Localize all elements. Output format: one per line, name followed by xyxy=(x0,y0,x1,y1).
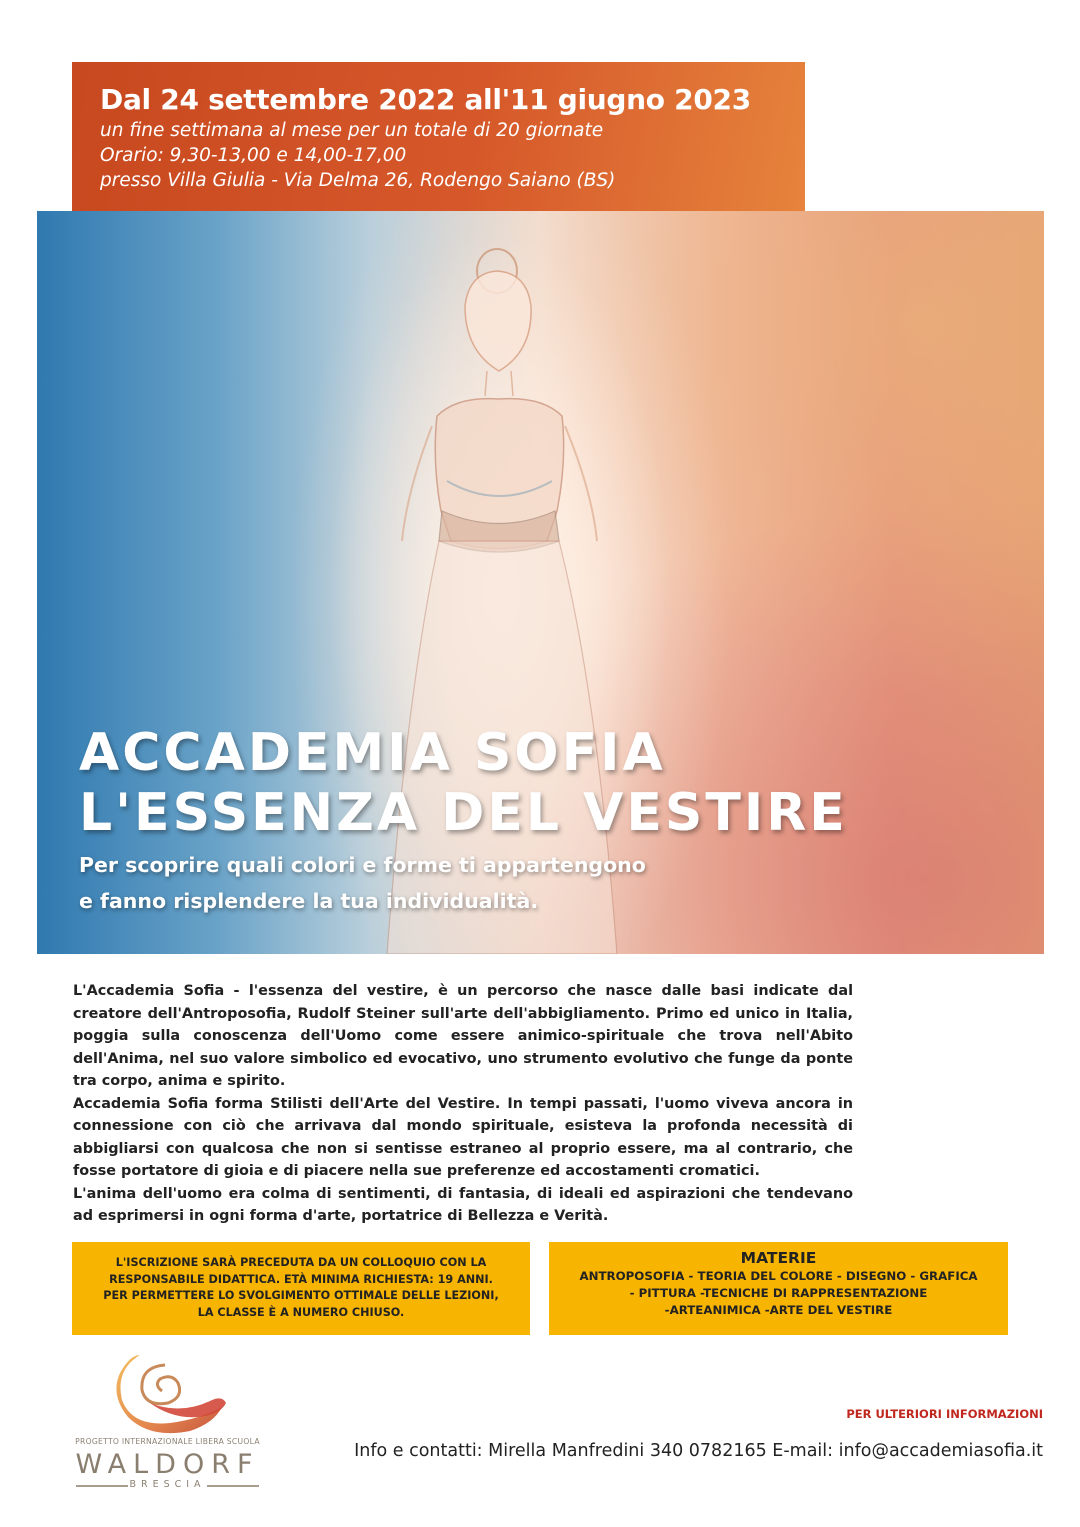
event-location: presso Villa Giulia - Via Delma 26, Rodengo Saiano (BS) xyxy=(100,170,616,191)
paragraph-soul: L'anima dell'uomo era colma di sentimenti, di fantasia, di ideali ed aspirazioni che tendevano ad esprimersi in ogni forma d'arte, portatrice di Bellezza e Verità. xyxy=(73,1185,853,1224)
paragraph-stylists: Accademia Sofia forma Stilisti dell'Arte del Vestire. In tempi passati, l'uomo viveva ancora in connessione con ciò che arrivava dal mondo spirituale, esisteva la profonda necessità di abbigliarsi con qualcosa che non si sentisse estraneo al proprio essere, ma al contrario, che fosse portatore di gioia e di piacere nella sue preferenze ed accostamenti cromatici. xyxy=(73,1095,853,1179)
subjects-line-1: ANTROPOSOFIA - TEORIA DEL COLORE - DISEGNO - GRAFICA xyxy=(579,1269,978,1283)
subjects-line-3: -ARTEANIMICA -ARTE DEL VESTIRE xyxy=(664,1303,893,1317)
enrollment-line-2: RESPONSABILE DIDATTICA. ETÀ MINIMA RICHIESTA: 19 ANNI. xyxy=(109,1272,493,1286)
more-info-heading: PER ULTERIORI INFORMAZIONI xyxy=(846,1407,1043,1421)
event-frequency: un fine settimana al mese per un totale di 20 giornate xyxy=(100,120,604,141)
event-schedule: Orario: 9,30-13,00 e 14,00-17,00 xyxy=(100,145,407,166)
logo-wordmark: WALDORF xyxy=(75,1449,260,1480)
title-line-2: L'ESSENZA DEL VESTIRE xyxy=(79,783,848,843)
enrollment-info-box xyxy=(72,1242,530,1335)
contact-details: Info e contatti: Mirella Manfredini 340 0782165 E-mail: info@accademiasofia.it xyxy=(354,1441,1043,1461)
subjects-title: MATERIE xyxy=(740,1249,817,1267)
description-text xyxy=(73,980,853,1228)
main-title xyxy=(79,723,848,843)
title-line-1: ACCADEMIA SOFIA xyxy=(79,723,666,783)
subtitle-line-1: Per scoprire quali colori e forme ti appartengono xyxy=(79,853,646,877)
paragraph-intro: L'Accademia Sofia - l'essenza del vestire, è un percorso che nasce dalle basi indicate dal creatore dell'Antroposofia, Rudolf Steiner sull'arte dell'abbigliamento. Primo ed unico in Italia, poggia sulla conoscenza dell'Uomo come essere animico-spirituale che trova nell'Abito dell'Anima, nel suo valore simbolico ed evocativo, uno strumento evolutivo che funge da ponte tra corpo, anima e spirito. xyxy=(73,983,853,1089)
spiral-logo-icon xyxy=(110,1345,230,1437)
enrollment-line-1: L'ISCRIZIONE SARÀ PRECEDUTA DA UN COLLOQUIO CON LA xyxy=(115,1256,487,1269)
event-header-banner xyxy=(72,62,805,212)
logo-tagline: PROGETTO INTERNAZIONALE LIBERA SCUOLA xyxy=(75,1437,260,1446)
enrollment-line-4: LA CLASSE È A NUMERO CHIUSO. xyxy=(197,1305,405,1319)
logo-city: BRESCIA xyxy=(129,1479,206,1490)
hero-artwork xyxy=(37,211,1044,954)
subjects-box xyxy=(549,1242,1008,1335)
subjects-line-2: - PITTURA -TECNICHE DI RAPPRESENTAZIONE xyxy=(629,1286,928,1300)
hero-subtitle xyxy=(79,847,646,919)
subtitle-line-2: e fanno risplendere la tua individualità. xyxy=(79,889,539,913)
enrollment-line-3: PER PERMETTERE LO SVOLGIMENTO OTTIMALE DELLE LEZIONI, xyxy=(103,1289,499,1302)
waldorf-logo xyxy=(70,1345,265,1495)
event-date-range: Dal 24 settembre 2022 all'11 giugno 2023 xyxy=(100,83,751,116)
